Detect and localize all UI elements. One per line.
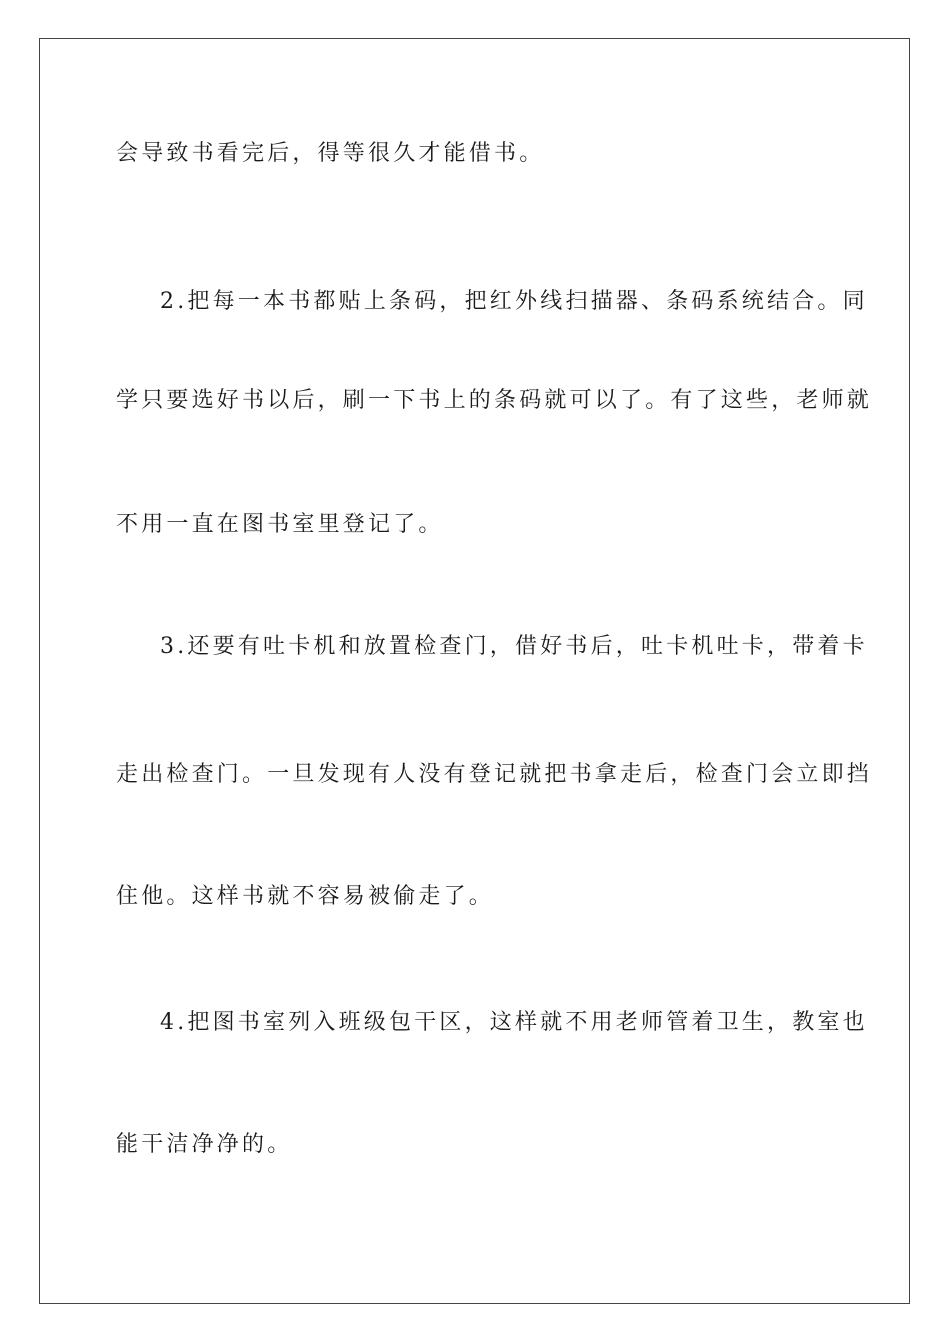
text-line: 2.把每一本书都贴上条码，把红外线扫描器、条码系统结合。同 bbox=[160, 289, 868, 314]
text-line: 不用一直在图书室里登记了。 bbox=[116, 512, 444, 537]
text-line: 会导致书看完后，得等很久才能借书。 bbox=[116, 141, 545, 166]
text-line: 4.把图书室列入班级包干区，这样就不用老师管着卫生，教室也 bbox=[160, 1010, 868, 1035]
text-line: 3.还要有吐卡机和放置检查门，借好书后，吐卡机吐卡，带着卡 bbox=[160, 634, 868, 659]
text-line: 走出检查门。一旦发现有人没有登记就把书拿走后，检查门会立即挡 bbox=[116, 762, 873, 787]
text-line: 学只要选好书以后，刷一下书上的条码就可以了。有了这些，老师就 bbox=[116, 388, 873, 413]
text-line: 能干洁净净的。 bbox=[116, 1132, 293, 1157]
text-line: 住他。这样书就不容易被偷走了。 bbox=[116, 884, 495, 909]
page-frame bbox=[39, 38, 910, 1304]
